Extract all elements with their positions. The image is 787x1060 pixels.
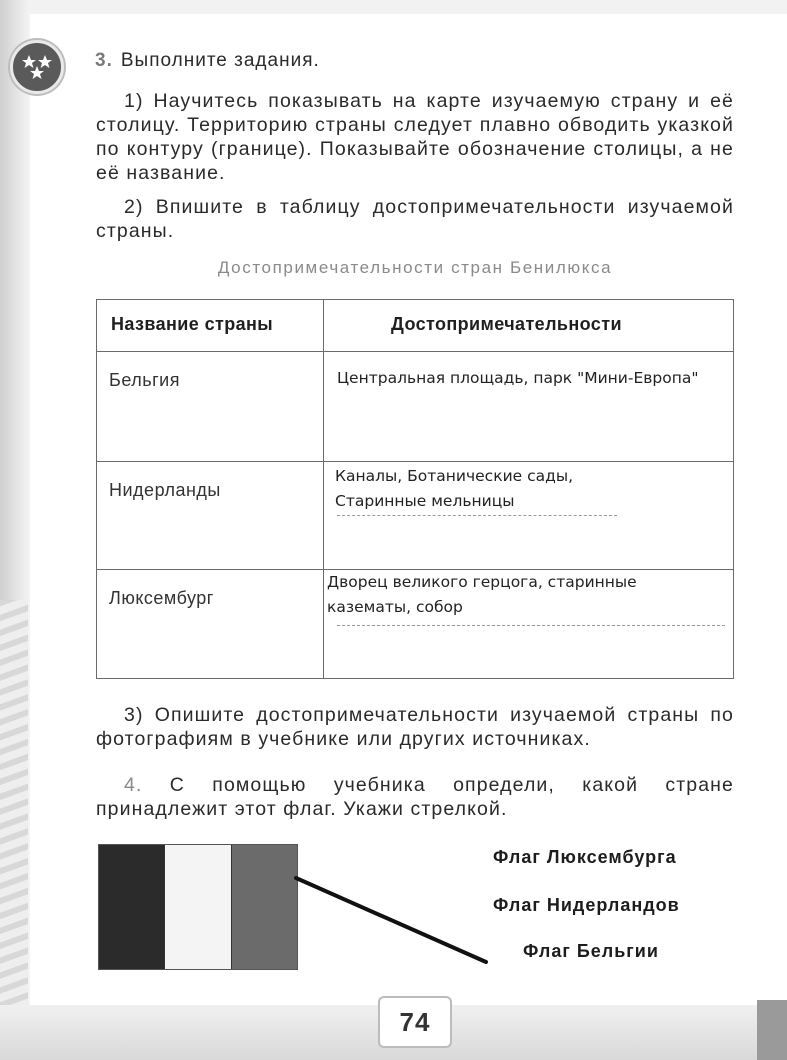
flag-band-right bbox=[232, 845, 297, 969]
header-sights: Достопримечательности bbox=[391, 314, 622, 334]
table-row bbox=[97, 570, 733, 678]
country-cell: Люксембург bbox=[109, 588, 214, 608]
page-number: 74 bbox=[380, 998, 450, 1046]
answer-line: Дворец великого герцога, старинные bbox=[327, 573, 637, 591]
table-row bbox=[97, 352, 733, 462]
flag-band-middle bbox=[164, 845, 231, 969]
answer-cell[interactable] bbox=[337, 366, 698, 391]
answer-line: Каналы, Ботанические сады, bbox=[335, 467, 574, 485]
task3-heading bbox=[95, 50, 320, 72]
task4-text: С помощью учебника определи, какой стране принадлежит этот флаг. Укажи стрелкой. bbox=[96, 774, 734, 820]
writing-line bbox=[337, 625, 725, 626]
flag-option-netherlands[interactable]: Флаг Нидерландов bbox=[493, 895, 680, 915]
task3-item1-num: 1) bbox=[124, 90, 144, 112]
answer-arrow-line bbox=[290, 868, 500, 968]
task3-item1-text: Научитесь показывать на карте изучаемую страну и её столицу. Территорию страны следует плавно обводить указкой по контуру (границе). Показывайте обозначение столицы, а не её название. bbox=[96, 90, 734, 184]
task3-item2-num: 2) bbox=[124, 196, 144, 218]
header-country: Название страны bbox=[111, 314, 274, 334]
table-row bbox=[97, 462, 733, 570]
page-edge-top bbox=[0, 0, 787, 14]
flag-image bbox=[98, 844, 298, 970]
answer-line: казематы, собор bbox=[327, 598, 463, 616]
answer-cell[interactable] bbox=[327, 570, 687, 620]
answer-line: Центральная площадь, парк "Мини-Европа" bbox=[337, 369, 699, 387]
task3-item3-text: Опишите достопримечательности изучаемой страны по фотографиям в учебнике или других источниках. bbox=[96, 704, 734, 750]
flag-band-left bbox=[99, 845, 164, 969]
answer-line: Старинные мельницы bbox=[335, 492, 515, 510]
task3-title: Выполните задания. bbox=[120, 50, 320, 71]
flag-option-belgium[interactable]: Флаг Бельгии bbox=[523, 941, 659, 961]
task4-number: 4. bbox=[124, 774, 143, 796]
page-corner-shadow bbox=[757, 1000, 787, 1060]
task3-item1 bbox=[96, 89, 734, 185]
task3-item3 bbox=[96, 703, 734, 751]
stars-badge-icon bbox=[10, 40, 64, 94]
task3-item2 bbox=[96, 195, 734, 243]
table-title: Достопримечательности стран Бенилюкса bbox=[217, 258, 613, 277]
task3-item3-num: 3) bbox=[124, 704, 144, 726]
task3-item2-text: Впишите в таблицу достопримечательности изучаемой страны. bbox=[96, 196, 734, 242]
flag-option-luxembourg[interactable]: Флаг Люксембурга bbox=[493, 847, 677, 867]
page-edge-left-pattern bbox=[0, 600, 28, 1060]
table-header-row bbox=[97, 300, 733, 352]
answer-cell[interactable] bbox=[335, 464, 635, 514]
writing-line bbox=[337, 515, 617, 516]
task4 bbox=[96, 773, 734, 821]
sights-table bbox=[96, 299, 734, 679]
task3-number: 3. bbox=[95, 50, 113, 71]
country-cell: Нидерланды bbox=[109, 480, 221, 500]
country-cell: Бельгия bbox=[109, 370, 180, 390]
